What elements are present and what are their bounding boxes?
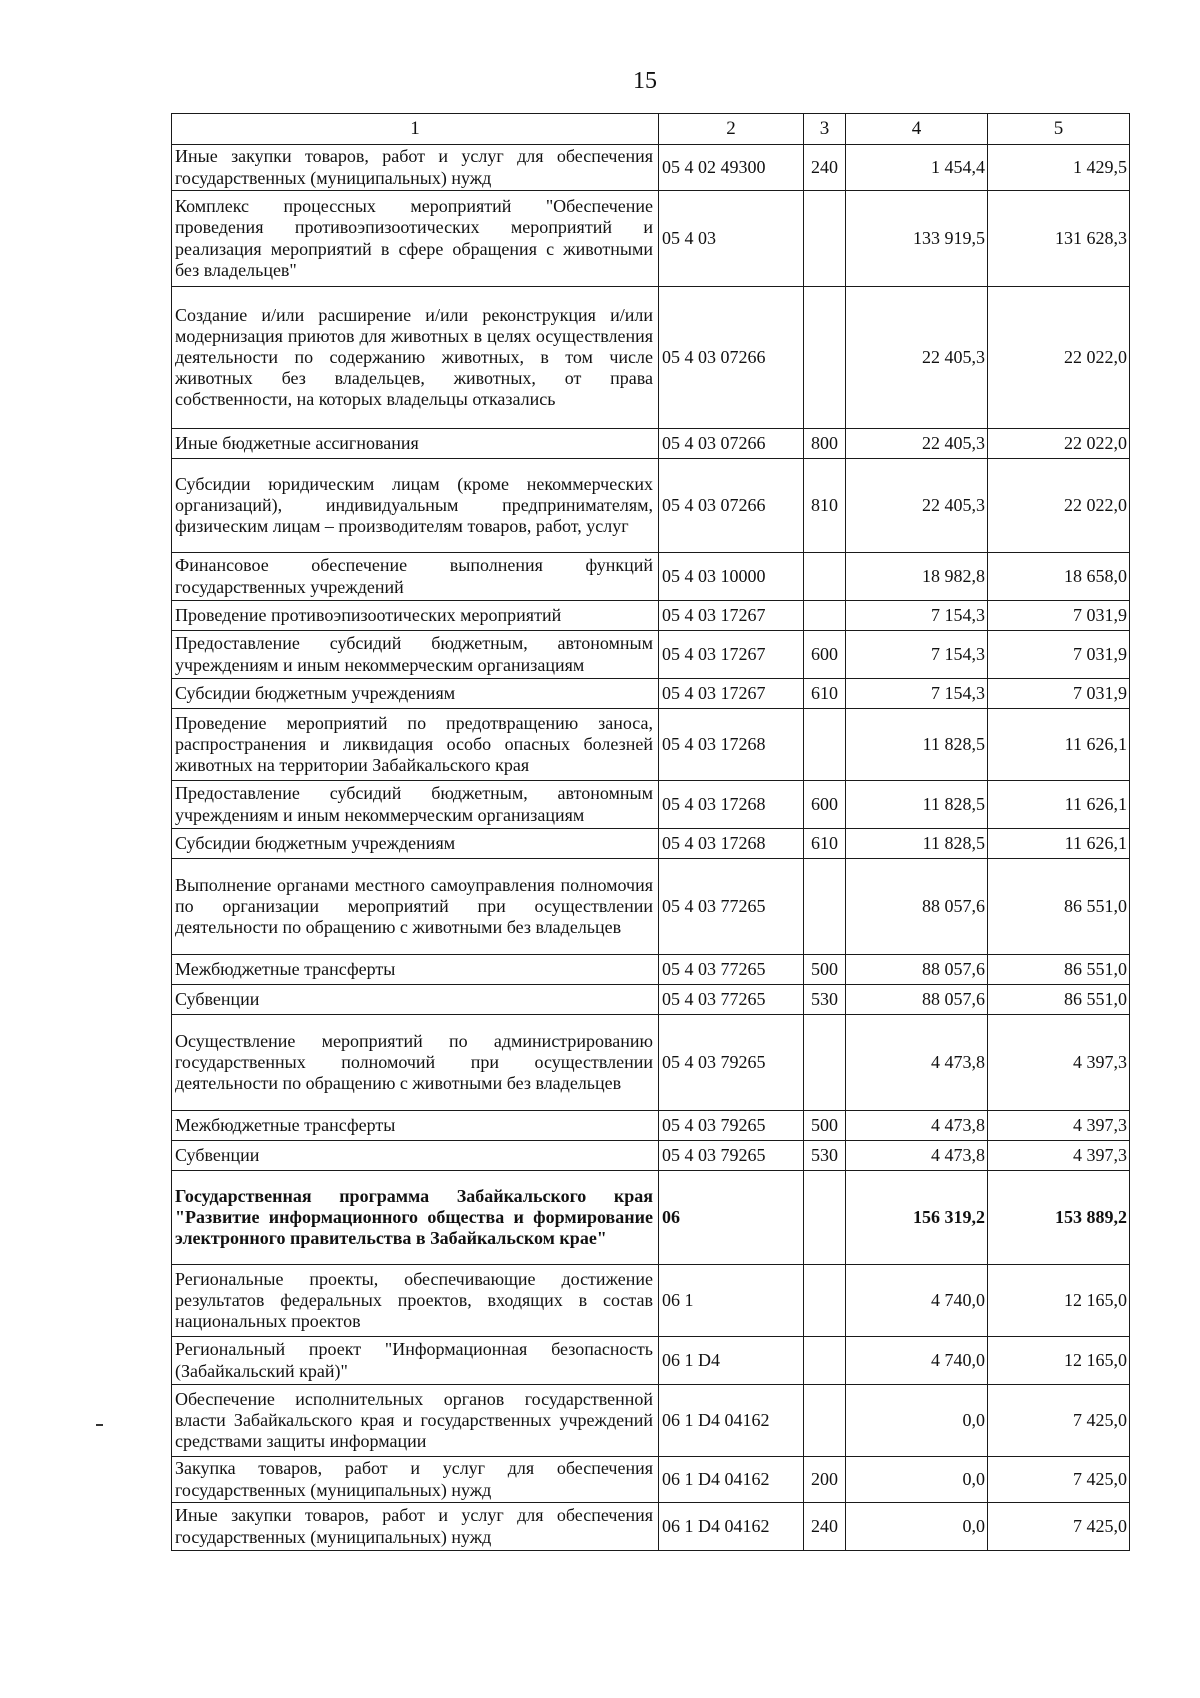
row-sum-2-cell: 11 626,1 (988, 781, 1130, 829)
row-expense-type-cell (804, 1265, 846, 1337)
row-sum-1-cell: 4 473,8 (846, 1141, 988, 1171)
row-sum-1-cell: 11 828,5 (846, 781, 988, 829)
row-sum-1-cell: 88 057,6 (846, 985, 988, 1015)
row-sum-1-cell: 0,0 (846, 1503, 988, 1551)
row-sum-2-cell: 22 022,0 (988, 459, 1130, 553)
row-name-cell: Предоставление субсидий бюджетным, автономным учреждениям и иным некоммерческим организациям (172, 631, 659, 679)
row-name-cell: Региональный проект "Информационная безопасность (Забайкальский край)" (172, 1337, 659, 1385)
row-sum-2-cell: 86 551,0 (988, 859, 1130, 955)
row-code-cell: 06 1 D4 (659, 1337, 804, 1385)
row-code-cell: 05 4 03 17267 (659, 631, 804, 679)
row-sum-1-cell: 4 740,0 (846, 1265, 988, 1337)
row-name-cell: Проведение противоэпизоотических мероприятий (172, 601, 659, 631)
row-code-cell: 06 1 (659, 1265, 804, 1337)
row-code-cell: 05 4 02 49300 (659, 145, 804, 191)
table-row (172, 1141, 1130, 1171)
table-row (172, 1171, 1130, 1265)
row-expense-type-cell (804, 1337, 846, 1385)
row-sum-2-cell: 12 165,0 (988, 1337, 1130, 1385)
row-sum-2-cell: 7 425,0 (988, 1385, 1130, 1457)
row-expense-type-cell (804, 191, 846, 287)
header-col-2: 2 (659, 114, 804, 145)
row-name-cell: Субсидии бюджетным учреждениям (172, 829, 659, 859)
row-sum-1-cell: 22 405,3 (846, 287, 988, 429)
table-row (172, 145, 1130, 191)
header-col-1: 1 (172, 114, 659, 145)
header-col-4: 4 (846, 114, 988, 145)
table-header (172, 114, 1130, 145)
row-code-cell: 05 4 03 79265 (659, 1141, 804, 1171)
header-col-3: 3 (804, 114, 846, 145)
row-expense-type-cell (804, 287, 846, 429)
table-row (172, 1385, 1130, 1457)
row-sum-1-cell: 7 154,3 (846, 679, 988, 709)
row-sum-1-cell: 88 057,6 (846, 859, 988, 955)
row-code-cell: 06 1 D4 04162 (659, 1503, 804, 1551)
table-row (172, 781, 1130, 829)
row-expense-type-cell: 610 (804, 679, 846, 709)
row-sum-1-cell: 11 828,5 (846, 829, 988, 859)
row-expense-type-cell (804, 601, 846, 631)
row-sum-1-cell: 4 473,8 (846, 1015, 988, 1111)
row-code-cell: 05 4 03 79265 (659, 1015, 804, 1111)
row-sum-2-cell: 1 429,5 (988, 145, 1130, 191)
row-sum-1-cell: 11 828,5 (846, 709, 988, 781)
row-sum-1-cell: 1 454,4 (846, 145, 988, 191)
row-expense-type-cell: 610 (804, 829, 846, 859)
row-sum-1-cell: 22 405,3 (846, 429, 988, 459)
row-name-cell: Субвенции (172, 1141, 659, 1171)
table-body (172, 145, 1130, 1551)
row-sum-1-cell: 0,0 (846, 1457, 988, 1503)
row-expense-type-cell (804, 859, 846, 955)
table-row (172, 1015, 1130, 1111)
row-expense-type-cell (804, 1015, 846, 1111)
row-sum-2-cell: 131 628,3 (988, 191, 1130, 287)
table-row (172, 553, 1130, 601)
row-name-cell: Предоставление субсидий бюджетным, автономным учреждениям и иным некоммерческим организациям (172, 781, 659, 829)
row-sum-2-cell: 7 425,0 (988, 1457, 1130, 1503)
row-name-cell: Закупка товаров, работ и услуг для обеспечения государственных (муниципальных) нужд (172, 1457, 659, 1503)
row-code-cell: 05 4 03 (659, 191, 804, 287)
table-row (172, 985, 1130, 1015)
row-code-cell: 05 4 03 17268 (659, 781, 804, 829)
row-name-cell: Проведение мероприятий по предотвращению заноса, распространения и ликвидация особо опасных болезней животных на территории Забайкальского края (172, 709, 659, 781)
row-sum-2-cell: 7 425,0 (988, 1503, 1130, 1551)
row-name-cell: Государственная программа Забайкальского края "Развитие информационного общества и формирование электронного правительства в Забайкальском крае" (172, 1171, 659, 1265)
row-code-cell: 05 4 03 79265 (659, 1111, 804, 1141)
row-expense-type-cell (804, 1385, 846, 1457)
row-code-cell: 05 4 03 17268 (659, 829, 804, 859)
row-sum-2-cell: 7 031,9 (988, 679, 1130, 709)
table-row (172, 601, 1130, 631)
row-expense-type-cell (804, 553, 846, 601)
row-sum-2-cell: 86 551,0 (988, 955, 1130, 985)
header-row (172, 114, 1130, 145)
row-expense-type-cell: 240 (804, 145, 846, 191)
row-sum-2-cell: 11 626,1 (988, 829, 1130, 859)
header-col-5: 5 (988, 114, 1130, 145)
row-sum-1-cell: 88 057,6 (846, 955, 988, 985)
row-sum-2-cell: 4 397,3 (988, 1015, 1130, 1111)
row-sum-2-cell: 12 165,0 (988, 1265, 1130, 1337)
row-name-cell: Субсидии бюджетным учреждениям (172, 679, 659, 709)
budget-table (171, 113, 1130, 1551)
row-sum-2-cell: 4 397,3 (988, 1141, 1130, 1171)
table-row (172, 829, 1130, 859)
table-row (172, 1457, 1130, 1503)
row-sum-2-cell: 22 022,0 (988, 287, 1130, 429)
row-code-cell: 05 4 03 17267 (659, 601, 804, 631)
row-code-cell: 05 4 03 07266 (659, 459, 804, 553)
row-expense-type-cell: 600 (804, 631, 846, 679)
row-sum-2-cell: 22 022,0 (988, 429, 1130, 459)
page-number: 15 (633, 68, 657, 94)
row-code-cell: 06 1 D4 04162 (659, 1457, 804, 1503)
row-expense-type-cell: 200 (804, 1457, 846, 1503)
table-row (172, 1265, 1130, 1337)
row-sum-1-cell: 7 154,3 (846, 601, 988, 631)
row-code-cell: 05 4 03 17267 (659, 679, 804, 709)
row-expense-type-cell: 240 (804, 1503, 846, 1551)
row-name-cell: Выполнение органами местного самоуправления полномочия по организации мероприятий при осуществлении деятельности по обращению с животными без владельцев (172, 859, 659, 955)
row-name-cell: Иные бюджетные ассигнования (172, 429, 659, 459)
row-expense-type-cell (804, 1171, 846, 1265)
row-code-cell: 05 4 03 77265 (659, 985, 804, 1015)
row-code-cell: 05 4 03 77265 (659, 859, 804, 955)
table-row (172, 459, 1130, 553)
row-sum-1-cell: 22 405,3 (846, 459, 988, 553)
row-expense-type-cell: 530 (804, 1141, 846, 1171)
table-row (172, 1337, 1130, 1385)
row-sum-1-cell: 4 740,0 (846, 1337, 988, 1385)
row-name-cell: Создание и/или расширение и/или реконструкция и/или модернизация приютов для животных в целях осуществления деятельности по содержанию животных, в том числе животных без владельцев, животных, от права собственности, на которых владельцы отказались (172, 287, 659, 429)
table-row (172, 631, 1130, 679)
row-name-cell: Иные закупки товаров, работ и услуг для обеспечения государственных (муниципальных) нужд (172, 1503, 659, 1551)
table-row (172, 429, 1130, 459)
table-row (172, 1503, 1130, 1551)
margin-mark (96, 1424, 103, 1426)
row-expense-type-cell: 530 (804, 985, 846, 1015)
row-sum-2-cell: 86 551,0 (988, 985, 1130, 1015)
table-row (172, 191, 1130, 287)
row-name-cell: Межбюджетные трансферты (172, 1111, 659, 1141)
row-expense-type-cell: 600 (804, 781, 846, 829)
table-row (172, 859, 1130, 955)
row-code-cell: 05 4 03 17268 (659, 709, 804, 781)
row-sum-2-cell: 18 658,0 (988, 553, 1130, 601)
row-name-cell: Межбюджетные трансферты (172, 955, 659, 985)
row-expense-type-cell (804, 709, 846, 781)
table-row (172, 709, 1130, 781)
row-sum-1-cell: 0,0 (846, 1385, 988, 1457)
row-sum-1-cell: 7 154,3 (846, 631, 988, 679)
row-name-cell: Региональные проекты, обеспечивающие достижение результатов федеральных проектов, входящих в состав национальных проектов (172, 1265, 659, 1337)
table-row (172, 955, 1130, 985)
table-row (172, 287, 1130, 429)
row-sum-1-cell: 133 919,5 (846, 191, 988, 287)
row-expense-type-cell: 500 (804, 1111, 846, 1141)
row-name-cell: Осуществление мероприятий по администрированию государственных полномочий при осуществлении деятельности по обращению с животными без владельцев (172, 1015, 659, 1111)
row-sum-2-cell: 7 031,9 (988, 631, 1130, 679)
row-code-cell: 05 4 03 10000 (659, 553, 804, 601)
row-code-cell: 05 4 03 77265 (659, 955, 804, 985)
row-code-cell: 06 1 D4 04162 (659, 1385, 804, 1457)
row-sum-2-cell: 153 889,2 (988, 1171, 1130, 1265)
row-expense-type-cell: 800 (804, 429, 846, 459)
row-sum-2-cell: 4 397,3 (988, 1111, 1130, 1141)
row-sum-2-cell: 11 626,1 (988, 709, 1130, 781)
row-sum-1-cell: 4 473,8 (846, 1111, 988, 1141)
row-name-cell: Субсидии юридическим лицам (кроме некоммерческих организаций), индивидуальным предпринимателям, физическим лицам – производителям товаров, работ, услуг (172, 459, 659, 553)
row-name-cell: Обеспечение исполнительных органов государственной власти Забайкальского края и государственных учреждений средствами защиты информации (172, 1385, 659, 1457)
row-sum-1-cell: 156 319,2 (846, 1171, 988, 1265)
row-expense-type-cell: 500 (804, 955, 846, 985)
row-name-cell: Комплекс процессных мероприятий "Обеспечение проведения противоэпизоотических мероприятий и реализация мероприятий в сфере обращения с животными без владельцев" (172, 191, 659, 287)
row-name-cell: Субвенции (172, 985, 659, 1015)
row-sum-2-cell: 7 031,9 (988, 601, 1130, 631)
row-expense-type-cell: 810 (804, 459, 846, 553)
row-sum-1-cell: 18 982,8 (846, 553, 988, 601)
table-row (172, 1111, 1130, 1141)
row-code-cell: 05 4 03 07266 (659, 287, 804, 429)
row-name-cell: Финансовое обеспечение выполнения функций государственных учреждений (172, 553, 659, 601)
row-code-cell: 06 (659, 1171, 804, 1265)
table-row (172, 679, 1130, 709)
row-code-cell: 05 4 03 07266 (659, 429, 804, 459)
row-name-cell: Иные закупки товаров, работ и услуг для обеспечения государственных (муниципальных) нужд (172, 145, 659, 191)
